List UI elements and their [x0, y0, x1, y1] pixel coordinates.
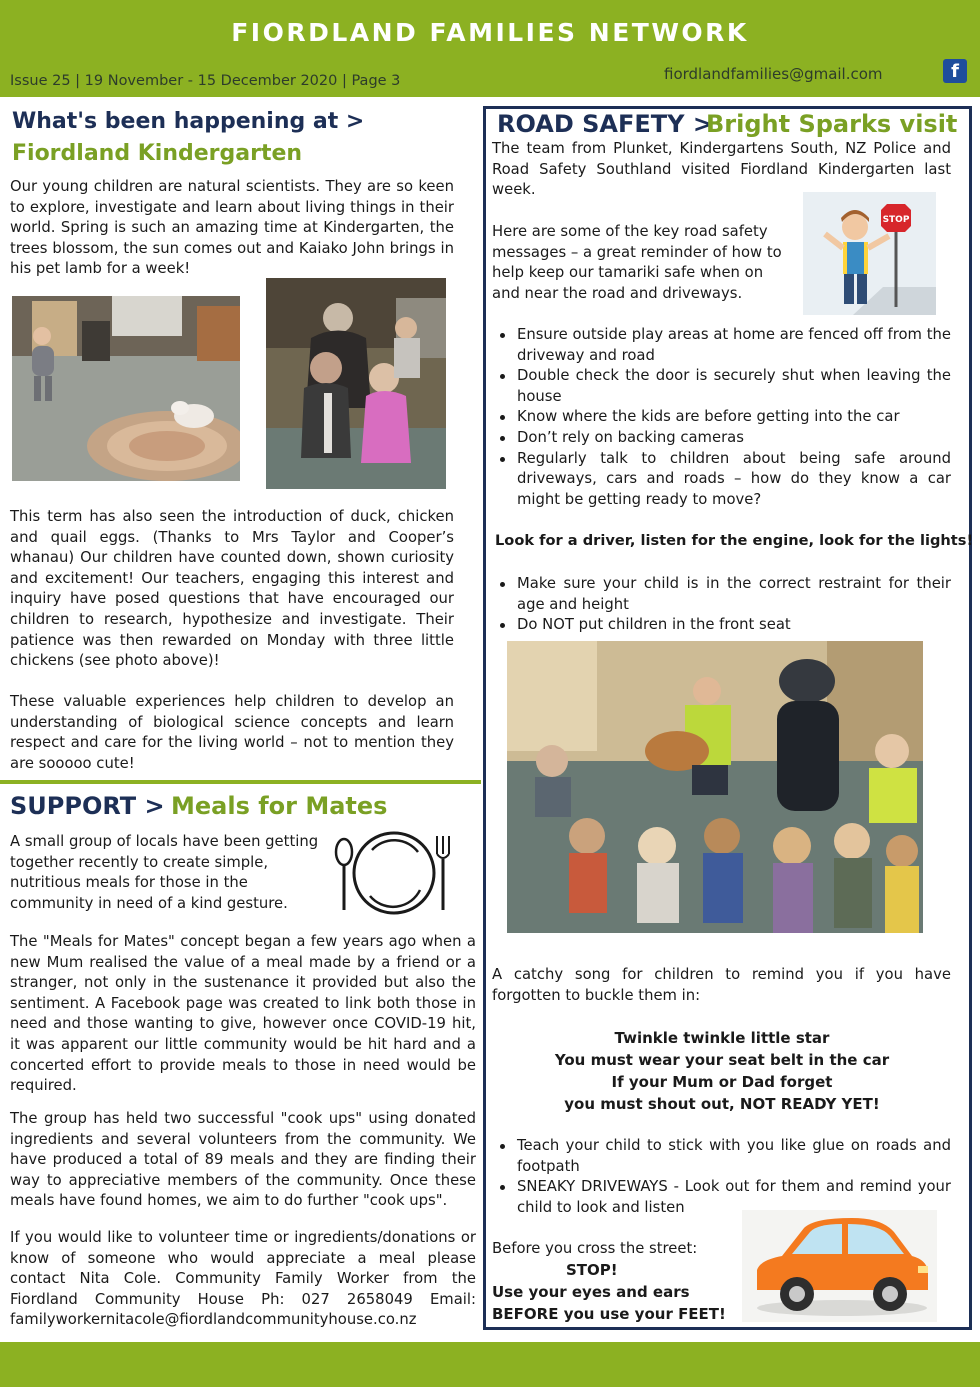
list-item: Do NOT put children in the front seat: [491, 615, 951, 636]
support-title-part2: Meals for Mates: [171, 792, 388, 820]
stop-sign-text: STOP: [882, 215, 910, 225]
cross-feet: BEFORE you use your FEET!: [492, 1305, 726, 1323]
seatbelt-poem: [492, 1027, 952, 1115]
list-item: Teach your child to stick with you like glue on roads and footpath: [491, 1136, 951, 1177]
list-item: Regularly talk to children about being safe around driveways, cars and roads – how do they know a car might be getting ready to move?: [491, 449, 951, 511]
road-safety-bullets-2: [491, 574, 951, 636]
kindergarten-paragraph-experiences: These valuable experiences help children to develop an understanding of biological science concepts and learn respect and care for the living world – not to mention they are sooooo cute!: [10, 693, 454, 772]
poem-line: You must wear your seat belt in the car: [554, 1051, 890, 1069]
support-intro: A small group of locals have been getting together recently to create simple, nutritious meals for those in the community in need of a kind gesture.: [10, 833, 319, 912]
look-for-driver-line: Look for a driver, listen for the engine, look for the lights!: [495, 532, 974, 549]
kindergarten-intro: Our young children are natural scientists. They are so keen to explore, investigate and learn about living things in their world. Spring is such an amazing time at Kindergarten, the trees blossom, the sun comes out and Kaiako John brings in his pet lamb for a week!: [10, 178, 454, 278]
masthead-title: FIORDLAND FAMILIES NETWORK: [231, 18, 749, 47]
poem-line: Twinkle twinkle little star: [614, 1029, 830, 1047]
photo-lamb-classroom: [12, 296, 240, 481]
illustration-orange-car: [742, 1210, 937, 1322]
road-safety-intro: The team from Plunket, Kindergartens South, NZ Police and Road Safety Southland visited Fiordland Kindergarten last week.: [492, 140, 951, 199]
footer-band: [0, 1342, 980, 1387]
road-safety-title-part2: Bright Sparks visit: [706, 110, 958, 138]
list-item: Ensure outside play areas at home are fenced off from the driveway and road: [491, 325, 951, 366]
road-safety-key-messages: Here are some of the key road safety messages – a great reminder of how to help keep our tamariki safe when on and near the road and driveways.: [492, 223, 782, 302]
kindergarten-title-line1: What's been happening at >: [12, 109, 365, 134]
cross-eyes-ears: Use your eyes and ears: [492, 1283, 690, 1301]
kindergarten-title-line2: Fiordland Kindergarten: [12, 141, 303, 166]
road-safety-bullets-1: [491, 325, 951, 510]
list-item: Double check the door is securely shut when leaving the house: [491, 366, 951, 407]
facebook-icon[interactable]: f: [943, 59, 967, 83]
road-safety-bullets-3: [491, 1136, 951, 1218]
song-intro: A catchy song for children to remind you if you have forgotten to buckle them in:: [492, 966, 951, 1004]
issue-line: Issue 25 | 19 November - 15 December 2020 | Page 3: [10, 73, 401, 89]
support-title-part1: SUPPORT >: [10, 792, 165, 820]
road-safety-title-part1: ROAD SAFETY >: [497, 110, 713, 138]
photo-teacher-children: [266, 278, 446, 489]
cross-stop: STOP!: [566, 1261, 618, 1279]
cross-street-intro: Before you cross the street:: [492, 1240, 698, 1257]
kindergarten-paragraph-eggs: This term has also seen the introduction of duck, chicken and quail eggs. (Thanks to Mrs Taylor and Cooper’s whanau) Our children have counted down, shown curiosity and excitement! Our teachers, engaging this interest and inquiry have posed questions that have encouraged our children to research, hypothesize and investigate. Their patience was then rewarded on Monday with three little chickens (see photo above)!: [10, 508, 454, 670]
support-paragraph-concept: The "Meals for Mates" concept began a few years ago when a new Mum realised the value of a meal made by a friend or a stranger, not only in the sustenance it provided but also the sentiment. A Facebook page was created to link both those in need and those wanting to give, however once COVID-19 hit, it was apparent our little community would be hit hard and a concerted effort to provide meals to those in need would be required.: [10, 933, 476, 1095]
section-divider: [0, 780, 481, 784]
poem-line: If your Mum or Dad forget: [611, 1073, 833, 1091]
header-email-link[interactable]: fiordlandfamilies@gmail.com: [664, 65, 883, 83]
photo-bright-sparks-visit: [507, 641, 923, 933]
support-paragraph-contact: If you would like to volunteer time or ingredients/donations or know of someone who would appreciate a meal please contact Nita Cole. Community Family Worker from the Fiordland Community House Ph: 027 2658049 Email: familyworkernitacole@fiordlandcommunityhouse.co.nz: [10, 1229, 476, 1329]
list-item: SNEAKY DRIVEWAYS - Look out for them and remind your child to look and listen: [491, 1177, 951, 1218]
list-item: Make sure your child is in the correct restraint for their age and height: [491, 574, 951, 615]
list-item: Don’t rely on backing cameras: [491, 428, 951, 449]
illustration-stop-sign-boy: [803, 192, 936, 315]
list-item: Know where the kids are before getting into the car: [491, 407, 951, 428]
plate-cutlery-icon: [330, 826, 458, 920]
poem-line: you must shout out, NOT READY YET!: [564, 1095, 880, 1113]
support-paragraph-cookups: The group has held two successful "cook ups" using donated ingredients and several volunteers from the community. We have produced a total of 89 meals and they are finding their way to appreciative members of the community. Once these meals have found homes, we aim to do further "cook ups".: [10, 1110, 476, 1210]
